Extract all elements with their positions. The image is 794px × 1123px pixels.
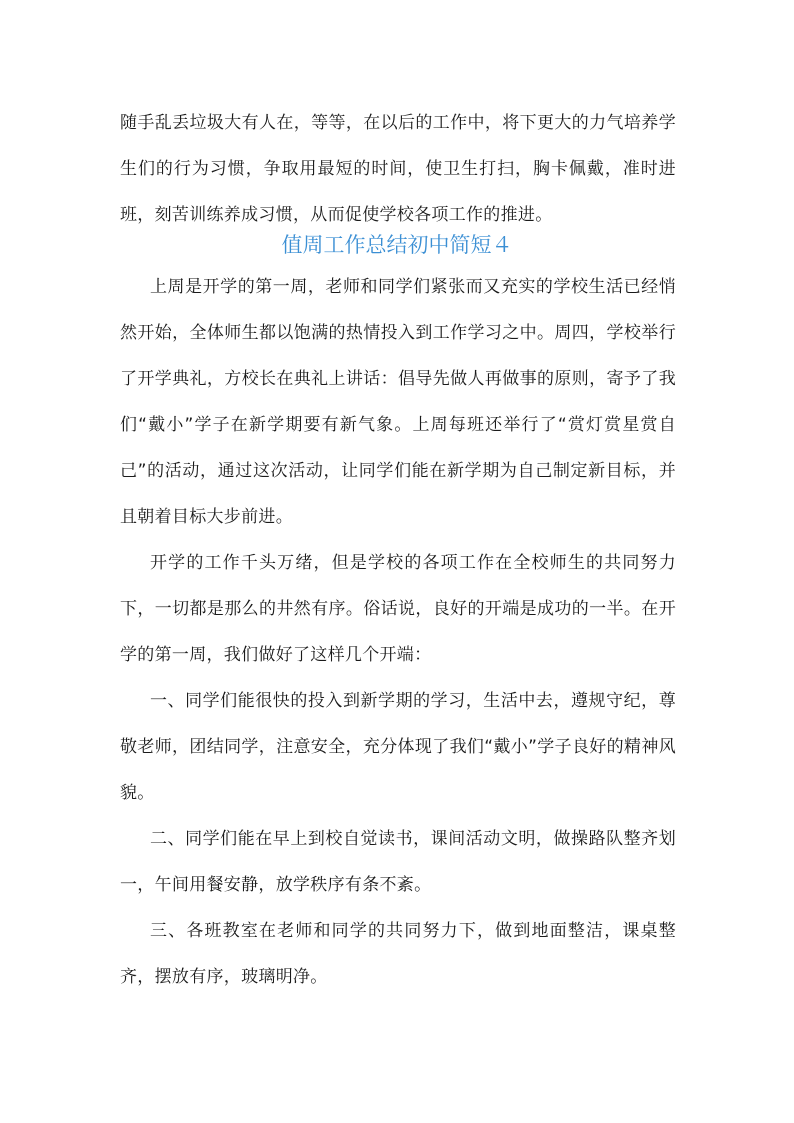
list-item-1: 一、同学们能很快的投入到新学期的学习，生活中去，遵规守纪，尊敬老师，团结同学，注意安全，充分体现了我们“戴小”学子良好的精神风貌。 <box>120 691 676 803</box>
section-body <box>120 264 676 1000</box>
body-paragraph-1: 上周是开学的第一周，老师和同学们紧张而又充实的学校生活已经悄然开始，全体师生都以饱满的热情投入到工作学习之中。周四，学校举行了开学典礼，方校长在典礼上讲话：倡导先做人再做事的原则，寄予了我们“戴小”学子在新学期要有新气象。上周每班还举行了“赏灯赏星赏自己”的活动，通过这次活动，让同学们能在新学期为自己制定新目标，并且朝着目标大步前进。 <box>120 277 676 527</box>
section-heading: 值周工作总结初中简短４ <box>281 233 513 257</box>
body-paragraph-2: 开学的工作千头万绪，但是学校的各项工作在全校师生的共同努力下，一切都是那么的井然有序。俗话说，良好的开端是成功的一半。在开学的第一周，我们做好了这样几个开端： <box>120 553 676 665</box>
continuation-block <box>120 100 676 238</box>
list-item-2: 二、同学们能在早上到校自觉读书，课间活动文明，做操路队整齐划一，午间用餐安静，放学秩序有条不紊。 <box>120 829 676 895</box>
list-item-3: 三、各班教室在老师和同学的共同努力下，做到地面整洁，课桌整齐，摆放有序，玻璃明净。 <box>120 921 676 987</box>
continuation-paragraph: 随手乱丢垃圾大有人在，等等，在以后的工作中，将下更大的力气培养学生们的行为习惯，争取用最短的时间，使卫生打扫，胸卡佩戴，准时进班，刻苦训练养成习惯，从而促使学校各项工作的推进。 <box>120 113 676 225</box>
